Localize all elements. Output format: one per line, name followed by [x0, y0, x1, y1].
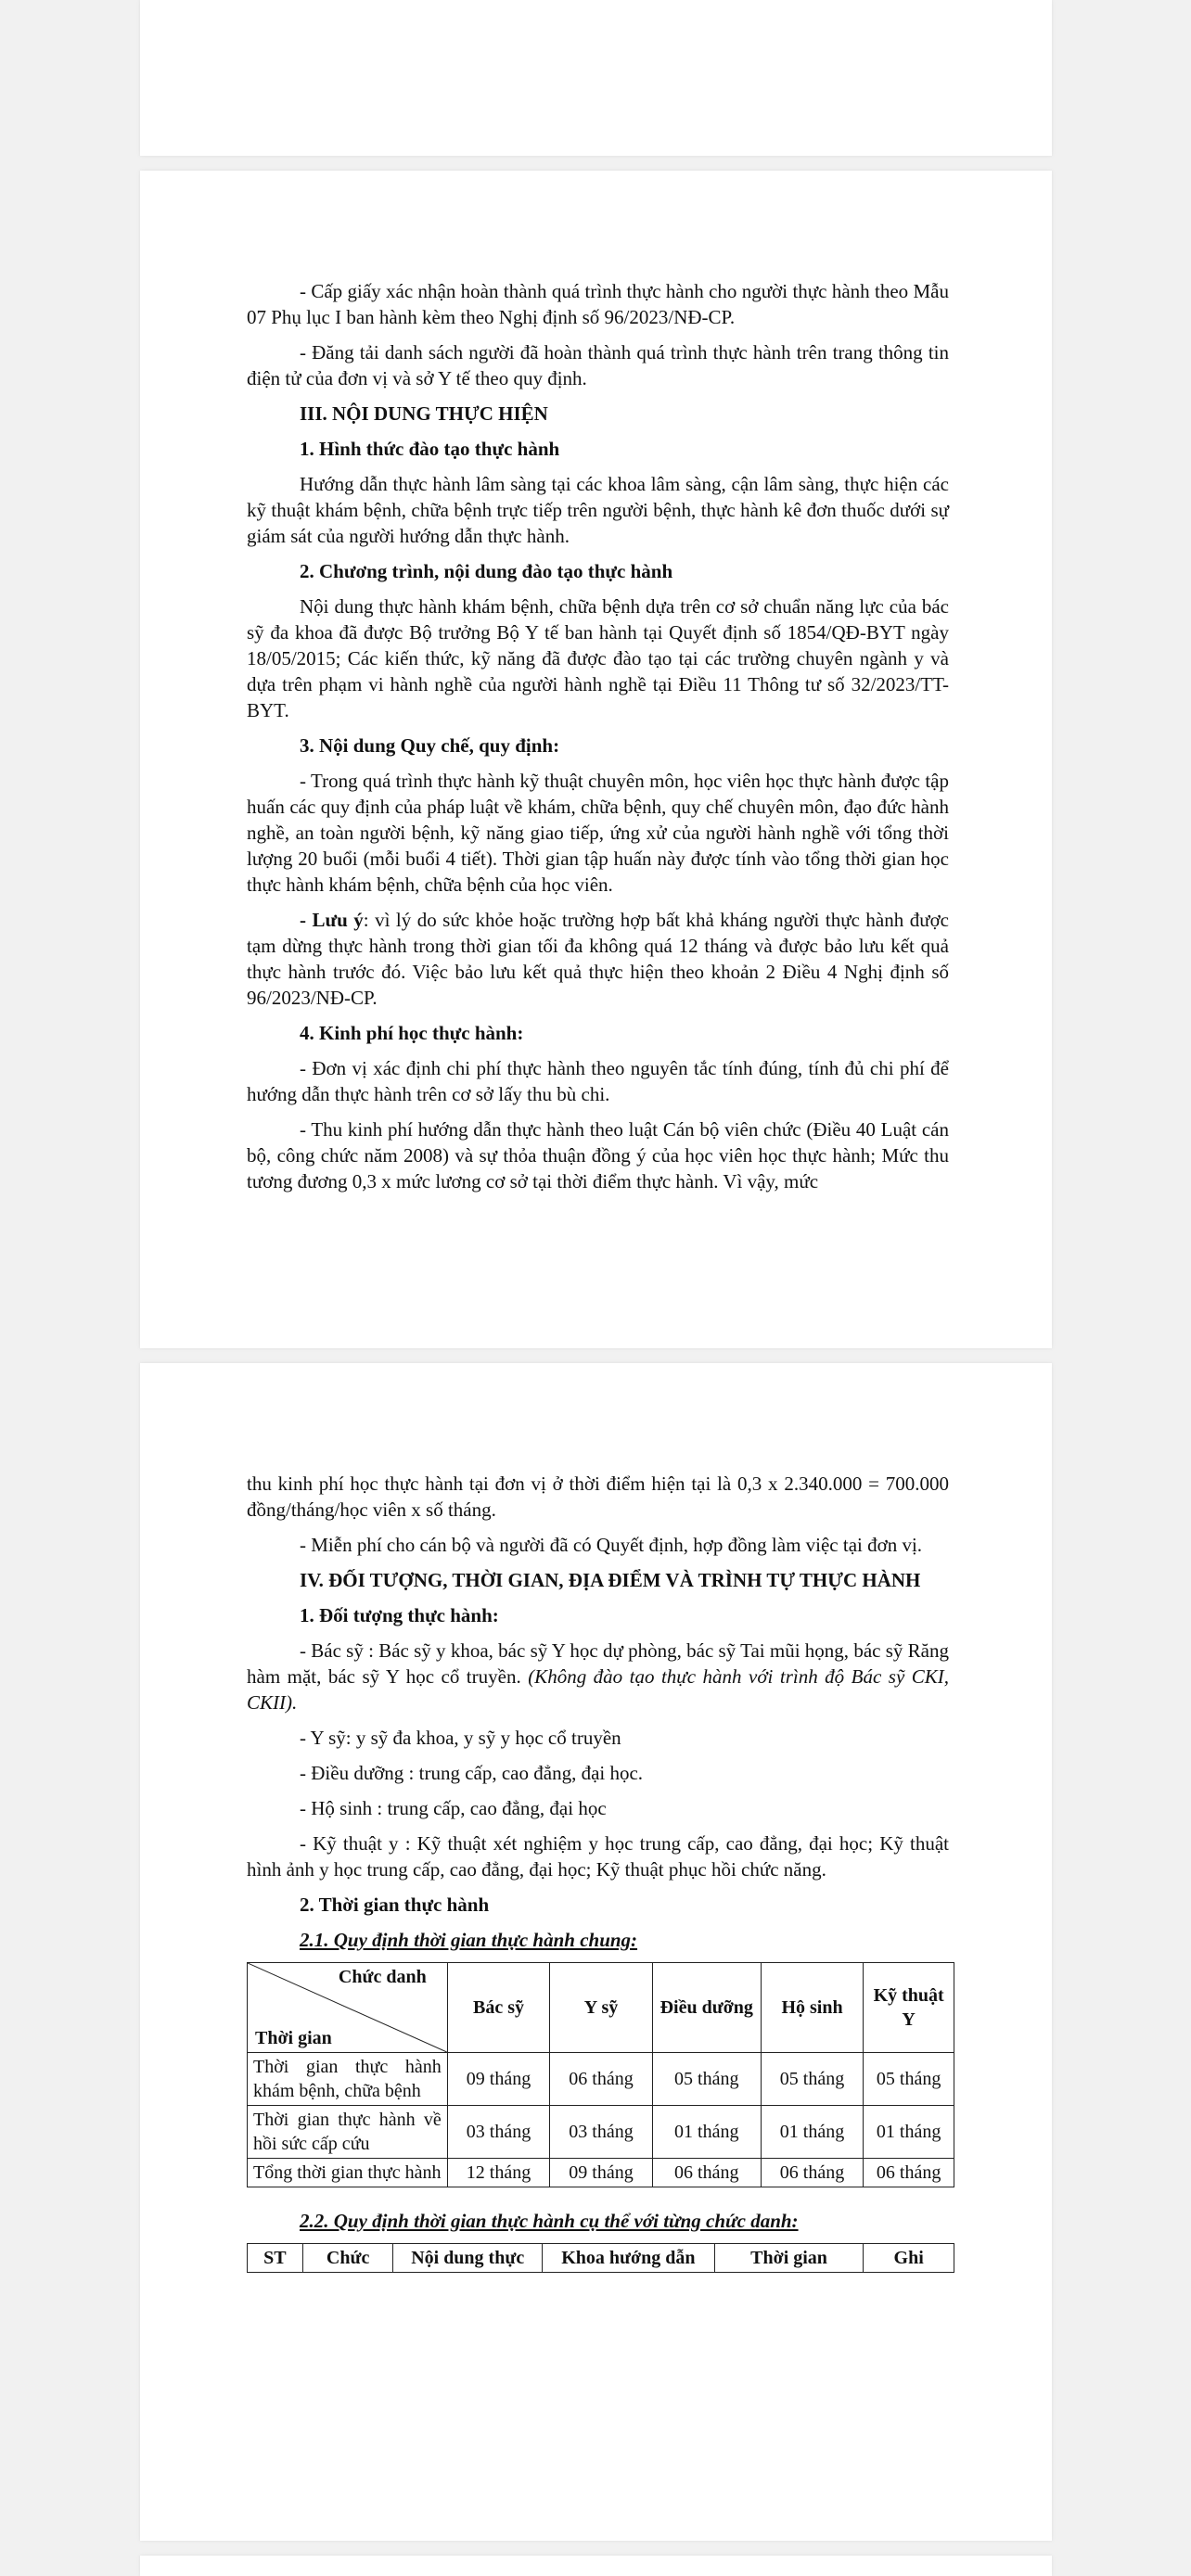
paragraph: - Hộ sinh : trung cấp, cao đẳng, đại học: [300, 1797, 607, 1819]
column-header-label: Chức danh: [338, 1967, 427, 1987]
row-header-label: Thời gian: [255, 2028, 332, 2048]
table-cell: 12 tháng: [447, 2159, 550, 2187]
table-cell: 01 tháng: [864, 2106, 954, 2159]
paragraph: - Trong quá trình thực hành kỹ thuật chuyên môn, học viên học thực hành được tập huấn các quy định của pháp luật về khám, chữa bệnh, quy chế chuyên môn, đạo đức hành nghề, an toàn người bệnh, kỹ năng giao tiếp, ứng xử của người hành nghề với tổng thời lượng 20 buổi (mỗi buổi 4 tiết). Thời gian tập huấn này được tính vào tổng thời gian học thực hành khám bệnh, chữa bệnh của học viên.: [247, 770, 949, 896]
table-row: [248, 2159, 954, 2187]
paragraph: - Đăng tải danh sách người đã hoàn thành quá trình thực hành trên trang thông tin điện tử của đơn vị và sở Y tế theo quy định.: [247, 341, 949, 389]
table-cell: 06 tháng: [652, 2159, 761, 2187]
row-label: Thời gian thực hành khám bệnh, chữa bệnh: [248, 2053, 448, 2106]
row-label: Thời gian thực hành về hồi sức cấp cứu: [248, 2106, 448, 2159]
note-text: : vì lý do sức khỏe hoặc trường hợp bất khả kháng người thực hành được tạm dừng thực hành trong thời gian tối đa không quá 12 tháng và được bảo lưu kết quả thực hành trước đó. Việc bảo lưu kết quả thực hiện theo khoản 2 Điều 4 Nghị định số 96/2023/NĐ-CP.: [247, 909, 950, 1009]
page-1: [140, 0, 1052, 156]
column-header: Y sỹ: [550, 1963, 653, 2053]
table-cell: 06 tháng: [761, 2159, 864, 2187]
subheading: 3. Nội dung Quy chế, quy định:: [300, 734, 560, 757]
table-cell: 03 tháng: [550, 2106, 653, 2159]
paragraph: - Y sỹ: y sỹ đa khoa, y sỹ y học cổ truyền: [300, 1727, 621, 1749]
table-header-row: [248, 1963, 954, 2053]
table-cell: 09 tháng: [447, 2053, 550, 2106]
specific-time-table: [247, 2243, 954, 2273]
paragraph: Nội dung thực hành khám bệnh, chữa bệnh dựa trên cơ sở chuẩn năng lực của bác sỹ đa khoa đã được Bộ trưởng Bộ Y tế ban hành tại Quyết định số 1854/QĐ-BYT ngày 18/05/2015; Các kiến thức, kỹ năng đã được đào tạo tại các trường chuyên ngành y và dựa trên phạm vi hành nghề của người hành nghề tại Điều 11 Thông tư số 32/2023/TT-BYT.: [247, 595, 949, 721]
paragraph: - Điều dưỡng : trung cấp, cao đẳng, đại học.: [300, 1762, 644, 1784]
paragraph: [247, 907, 949, 1011]
table-cell: 09 tháng: [550, 2159, 653, 2187]
page-3: [140, 1363, 1052, 2541]
table-header-row: [248, 2244, 954, 2273]
diagonal-header-cell: [248, 1963, 448, 2053]
paragraph: - Cấp giấy xác nhận hoàn thành quá trình thực hành cho người thực hành theo Mẫu 07 Phụ lục I ban hành kèm theo Nghị định số 96/2023/NĐ-CP.: [247, 280, 949, 328]
table-cell: 06 tháng: [550, 2053, 653, 2106]
subheading: 2.2. Quy định thời gian thực hành cụ thể với từng chức danh:: [300, 2210, 799, 2232]
table-cell: 01 tháng: [761, 2106, 864, 2159]
paragraph-text: - Bác sỹ : Bác sỹ y khoa, bác sỹ Y học dự phòng, bác sỹ Tai mũi họng, bác sỹ Răng hàm mặt, bác sỹ Y học cổ truyền.: [247, 1639, 949, 1688]
table-cell: 05 tháng: [761, 2053, 864, 2106]
column-header: Khoa hướng dẫn: [543, 2244, 715, 2273]
table-row: [248, 2106, 954, 2159]
page-3-content: [247, 1471, 949, 2273]
section-heading: III. NỘI DUNG THỰC HIỆN: [300, 402, 548, 425]
column-header: Hộ sinh: [761, 1963, 864, 2053]
table-cell: 03 tháng: [447, 2106, 550, 2159]
row-label: Tổng thời gian thực hành: [248, 2159, 448, 2187]
paragraph: - Thu kinh phí hướng dẫn thực hành theo luật Cán bộ viên chức (Điều 40 Luật cán bộ, công chức năm 2008) và sự thỏa thuận đồng ý của học viên học thực hành; Mức thu tương đương 0,3 x mức lương cơ sở tại thời điểm thực hành. Vì vậy, mức: [247, 1118, 949, 1192]
subheading: 2. Chương trình, nội dung đào tạo thực hành: [300, 560, 673, 582]
subheading: 1. Đối tượng thực hành:: [300, 1604, 499, 1626]
table-cell: 05 tháng: [864, 2053, 954, 2106]
column-header: Điều dưỡng: [652, 1963, 761, 2053]
page-4: [140, 2556, 1052, 2576]
paragraph-note: (Không đào tạo thực hành với trình độ Bác sỹ CKI, CKII).: [247, 1665, 950, 1714]
page-2-content: [247, 278, 949, 1204]
paragraph: [247, 1638, 949, 1715]
subheading: 1. Hình thức đào tạo thực hành: [300, 438, 560, 460]
page-2: [140, 171, 1052, 1348]
table-row: [248, 2053, 954, 2106]
column-header: Chức: [302, 2244, 393, 2273]
paragraph: - Miễn phí cho cán bộ và người đã có Quyết định, hợp đồng làm việc tại đơn vị.: [300, 1534, 923, 1556]
subheading: 2. Thời gian thực hành: [300, 1894, 490, 1916]
column-header: Thời gian: [714, 2244, 864, 2273]
column-header: Bác sỹ: [447, 1963, 550, 2053]
subheading: 2.1. Quy định thời gian thực hành chung:: [300, 1929, 638, 1951]
column-header: Kỹ thuật Y: [864, 1963, 954, 2053]
paragraph: - Kỹ thuật y : Kỹ thuật xét nghiệm y học trung cấp, cao đẳng, đại học; Kỹ thuật hình ảnh y học trung cấp, cao đẳng, đại học; Kỹ thuật phục hồi chức năng.: [247, 1832, 949, 1881]
paragraph: thu kinh phí học thực hành tại đơn vị ở thời điểm hiện tại là 0,3 x 2.340.000 = 700.000 đồng/tháng/học viên x số tháng.: [247, 1473, 949, 1521]
column-header: Nội dung thực: [393, 2244, 543, 2273]
column-header: Ghi: [864, 2244, 954, 2273]
table-cell: 01 tháng: [652, 2106, 761, 2159]
table-cell: 05 tháng: [652, 2053, 761, 2106]
general-time-table: [247, 1962, 954, 2187]
subheading: 4. Kinh phí học thực hành:: [300, 1022, 524, 1044]
section-heading: IV. ĐỐI TƯỢNG, THỜI GIAN, ĐỊA ĐIỂM VÀ TRÌNH TỰ THỰC HÀNH: [300, 1569, 921, 1591]
note-label: - Lưu ý: [300, 909, 364, 931]
paragraph: Hướng dẫn thực hành lâm sàng tại các khoa lâm sàng, cận lâm sàng, thực hiện các kỹ thuật khám bệnh, chữa bệnh trực tiếp trên người bệnh, thực hành kê đơn thuốc dưới sự giám sát của người hướng dẫn thực hành.: [247, 473, 949, 547]
table-cell: 06 tháng: [864, 2159, 954, 2187]
paragraph: - Đơn vị xác định chi phí thực hành theo nguyên tắc tính đúng, tính đủ chi phí để hướng dẫn thực hành trên cơ sở lấy thu bù chi.: [247, 1057, 949, 1105]
column-header: ST: [248, 2244, 303, 2273]
